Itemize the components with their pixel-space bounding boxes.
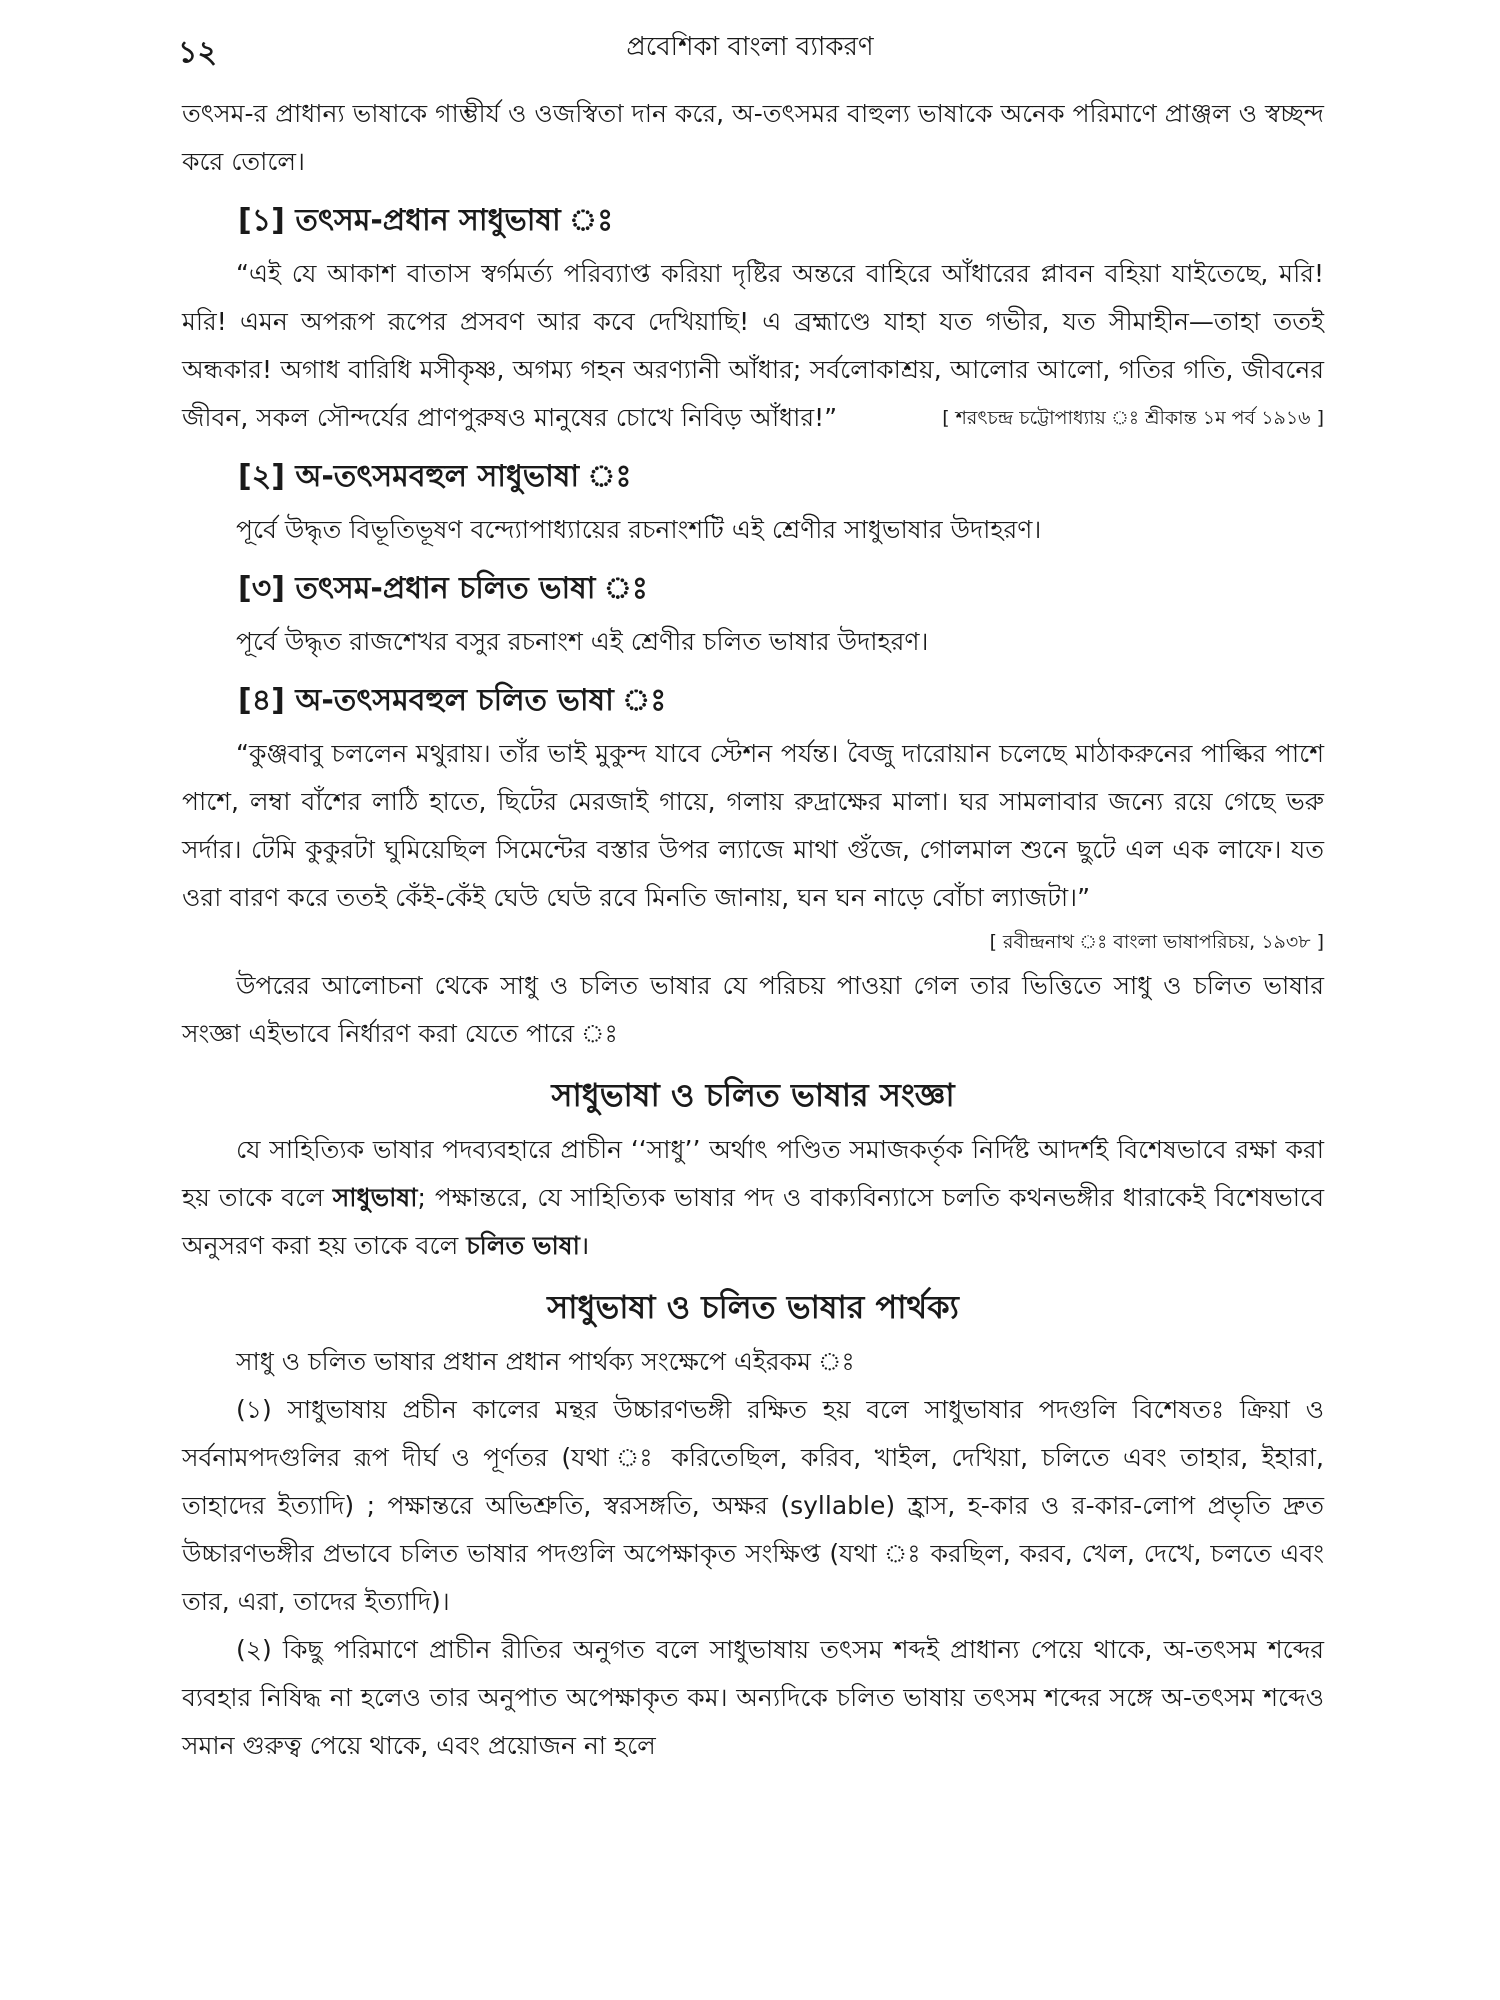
section-1-citation: [ শরৎচন্দ্র চট্টোপাধ্যায় ঃ শ্রীকান্ত ১ম পর্ব ১৯১৬ ] bbox=[942, 407, 1324, 429]
intro-paragraph: তৎসম-র প্রাধান্য ভাষাকে গাম্ভীর্য ও ওজস্বিতা দান করে, অ-তৎসমর বাহুল্য ভাষাকে অনেক পরিমাণে প্রাঞ্জল ও স্বচ্ছন্দ করে তোলে। bbox=[182, 99, 1324, 176]
section-3-heading: [৩] তৎসম-প্রধান চলিত ভাষা ঃ bbox=[238, 571, 648, 606]
definition-part-1: যে সাহিত্যিক ভাষার পদব্যবহারে প্রাচীন ‘‘সাধু’’ অর্থাৎ পণ্ডিত সমাজকর্তৃক নির্দিষ্ট আদর্শই বিশেষভাবে রক্ষা করা হয় তাকে বলে bbox=[182, 1135, 1324, 1212]
section-2-heading: [২] অ-তৎসমবহুল সাধুভাষা ঃ bbox=[238, 459, 632, 494]
differences-heading: সাধুভাষা ও চলিত ভাষার পার্থক্য bbox=[547, 1288, 959, 1326]
running-title: প্রবেশিকা বাংলা ব্যাকরণ bbox=[626, 32, 874, 62]
page-body bbox=[182, 90, 1324, 1770]
section-1-quote-text: “এই যে আকাশ বাতাস স্বর্গমর্ত্য পরিব্যাপ্ত করিয়া দৃষ্টির অন্তরে বাহিরে আঁধারের প্লাবন বহিয়া যাইতেছে, মরি! মরি! এমন অপরূপ রূপের প্রসবণ আর কবে দেখিয়াছি! এ ব্রহ্মাণ্ডে যাহা যত গভীর, যত সীমাহীন—তাহা ততই অন্ধকার! অগাধ বারিধি মসীকৃষ্ণ, অগম্য গহন অরণ্যানী আঁধার; সর্বলোকাশ্রয়, আলোর আলো, গতির গতি, জীবনের জীবন, সকল সৌন্দর্যের প্রাণপুরুষও মানুষের চোখে নিবিড় আঁধার!” bbox=[182, 259, 1324, 432]
summary-paragraph: উপরের আলোচনা থেকে সাধু ও চলিত ভাষার যে পরিচয় পাওয়া গেল তার ভিত্তিতে সাধু ও চলিত ভাষার সংজ্ঞা এইভাবে নির্ধারণ করা যেতে পারে ঃ bbox=[182, 971, 1324, 1048]
difference-item-1: (১) সাধুভাষায় প্রচীন কালের মন্থর উচ্চারণভঙ্গী রক্ষিত হয় বলে সাধুভাষার পদগুলি বিশেষতঃ ক্রিয়া ও সর্বনামপদগুলির রূপ দীর্ঘ ও পূর্ণতর (যথা ঃ করিতেছিল, করিব, খাইল, দেখিয়া, চলিতে এবং তাহার, ইহারা, তাহাদের ইত্যাদি) ; পক্ষান্তরে অভিশ্রুতি, স্বরসঙ্গতি, অক্ষর (syllable) হ্রাস, হ-কার ও র-কার-লোপ প্রভৃতি দ্রুত উচ্চারণভঙ্গীর প্রভাবে চলিত ভাষার পদগুলি অপেক্ষাকৃত সংক্ষিপ্ত (যথা ঃ করছিল, করব, খেল, দেখে, চলতে এবং তার, এরা, তাদের ইত্যাদি)। bbox=[182, 1395, 1324, 1616]
page-number: ১২ bbox=[178, 35, 217, 70]
term-cholito: চলিত ভাষা bbox=[466, 1231, 580, 1260]
section-3-text: পূর্বে উদ্ধৃত রাজশেখর বসুর রচনাংশ এই শ্রেণীর চলিত ভাষার উদাহরণ। bbox=[236, 627, 929, 656]
definition-part-2: ; পক্ষান্তরে, যে সাহিত্যিক ভাষার পদ ও বাক্যবিন্যাসে চলতি কথনভঙ্গীর ধারাকেই বিশেষভাবে অনুসরণ করা হয় তাকে বলে bbox=[182, 1183, 1324, 1260]
differences-intro: সাধু ও চলিত ভাষার প্রধান প্রধান পার্থক্য সংক্ষেপে এইরকম ঃ bbox=[236, 1347, 855, 1376]
difference-item-2: (২) কিছু পরিমাণে প্রাচীন রীতির অনুগত বলে সাধুভাষায় তৎসম শব্দই প্রাধান্য পেয়ে থাকে, অ-তৎসম শব্দের ব্যবহার নিষিদ্ধ না হলেও তার অনুপাত অপেক্ষাকৃত কম। অন্যদিকে চলিত ভাষায় তৎসম শব্দের সঙ্গে অ-তৎসম শব্দেও সমান গুরুত্ব পেয়ে থাকে, এবং প্রয়োজন না হলে bbox=[182, 1635, 1324, 1760]
section-4-quote: “কুঞ্জবাবু চললেন মথুরায়। তাঁর ভাই মুকুন্দ যাবে স্টেশন পর্যন্ত। বৈজু দারোয়ান চলেছে মাঠাকরুনের পাল্কির পাশে পাশে, লম্বা বাঁশের লাঠি হাতে, ছিটের মেরজাই গায়ে, গলায় রুদ্রাক্ষের মালা। ঘর সামলাবার জন্যে রয়ে গেছে ভরু সর্দার। টেমি কুকুরটা ঘুমিয়েছিল সিমেন্টের বস্তার উপর ল্যাজে মাথা গুঁজে, গোলমাল শুনে ছুটে এল এক লাফে। যত ওরা বারণ করে ততই কেঁই-কেঁই ঘেউ ঘেউ রবে মিনতি জানায়, ঘন ঘন নাড়ে বোঁচা ল্যাজটা।” bbox=[182, 739, 1324, 912]
section-4-citation: [ রবীন্দ্রনাথ ঃ বাংলা ভাষাপরিচয়, ১৯৩৮ ] bbox=[989, 931, 1324, 953]
page-header bbox=[0, 0, 1500, 90]
section-1-quote bbox=[182, 250, 1324, 442]
definition-paragraph bbox=[182, 1126, 1324, 1270]
section-1-heading: [১] তৎসম-প্রধান সাধুভাষা ঃ bbox=[238, 203, 614, 238]
definition-part-3: । bbox=[579, 1231, 590, 1260]
definition-heading: সাধুভাষা ও চলিত ভাষার সংজ্ঞা bbox=[551, 1076, 955, 1114]
term-sadhu: সাধুভাষা bbox=[332, 1183, 418, 1212]
section-4-heading: [৪] অ-তৎসমবহুল চলিত ভাষা ঃ bbox=[238, 683, 667, 718]
section-2-text: পূর্বে উদ্ধৃত বিভূতিভূষণ বন্দ্যোপাধ্যায়ের রচনাংশটি এই শ্রেণীর সাধুভাষার উদাহরণ। bbox=[236, 515, 1042, 544]
